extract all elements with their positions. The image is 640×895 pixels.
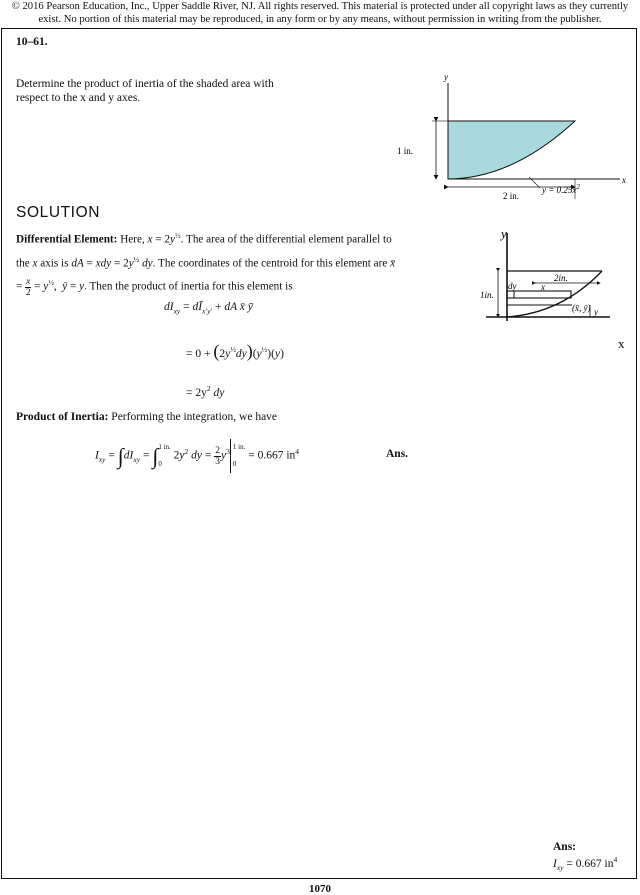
- fig-x-axis-label: x: [622, 175, 626, 185]
- differential-paragraph: Differential Element: Here, $x = 2y^{\frac{1}{2}}$. The area of the differential element parallel to the x axis is dA = xdy = $2y^{\frac{1}{2}}$ dy. The coordinates of the centroid for this element are x̄ = $\frac{x}{2}$ = $y^{\frac{1}{2}}$, ȳ = y. Then the product of inertia for this element is: [16, 231, 396, 299]
- copyright-notice: [0, 0, 640, 26]
- equation-2: = $0 + (2y^{\frac{1}{2}}dy)(y^{\frac{1}{2}})(y)$: [186, 341, 284, 361]
- sketch-height-label: 1in.: [480, 290, 494, 300]
- sketch-dy-label: dy: [508, 281, 517, 291]
- inline-ans-label: Ans.: [386, 448, 409, 460]
- sketch-centroid-label: (x̄, ȳ): [572, 303, 591, 313]
- equation-1: $dI_{xy}$ = $dĪ_{x'y'}$ + dA x̄ ȳ: [164, 301, 253, 316]
- page-number: 1070: [309, 883, 331, 895]
- sketch-x-label: x: [541, 282, 545, 292]
- page-frame: [1, 28, 637, 879]
- copyright-line-2: exist. No portion of this material may be reproduced, in any form or by any means, without permission in writing from the publisher.: [38, 14, 602, 25]
- solution-sketch: [472, 225, 637, 351]
- fig-width-label: 2 in.: [503, 191, 520, 201]
- fig-curve-label: $y = 0.25x^2$: [542, 183, 580, 195]
- sketch-x-axis-label: x: [618, 336, 625, 351]
- product-label: Product of Inertia:: [16, 411, 109, 423]
- equation-3: = $2y^2$ dy: [186, 384, 225, 399]
- fig-y-axis-label: y: [444, 72, 448, 82]
- answer-label: Ans:: [553, 841, 577, 853]
- differential-label: Differential Element:: [16, 233, 118, 246]
- product-paragraph: Product of Inertia: Performing the integration, we have: [16, 411, 278, 423]
- copyright-line-1: © 2016 Pearson Education, Inc., Upper Saddle River, NJ. All rights reserved. This material is protected under all copyright laws as they currently: [11, 1, 629, 12]
- fig-height-label: 1 in.: [397, 146, 414, 156]
- sketch-width-label: 2in.: [554, 273, 568, 283]
- integration-result: = 0.667 in: [248, 449, 296, 462]
- answer-value: $I_{xy} = 0.667$ $in^4$: [553, 855, 618, 873]
- shaded-area: [448, 121, 575, 179]
- integration-equation: $I_{xy} = \int dI_{xy}$ = ∫ 1 in. 0 $2y^2$ dy = $\frac{2}{3}$ $y^3$ 1 in. 0 = 0.667 $in^4$: [95, 439, 299, 473]
- sketch-ybar-label: y: [594, 307, 598, 317]
- problem-figure: [392, 72, 632, 235]
- sketch-y-axis-label: y: [501, 226, 507, 241]
- problem-statement: Determine the product of inertia of the shaded area with respect to the x and y axes.: [16, 78, 274, 104]
- problem-number: 10–61.: [16, 36, 48, 48]
- solution-heading: SOLUTION: [16, 204, 101, 221]
- fig-curve-exponent: 2: [576, 183, 580, 191]
